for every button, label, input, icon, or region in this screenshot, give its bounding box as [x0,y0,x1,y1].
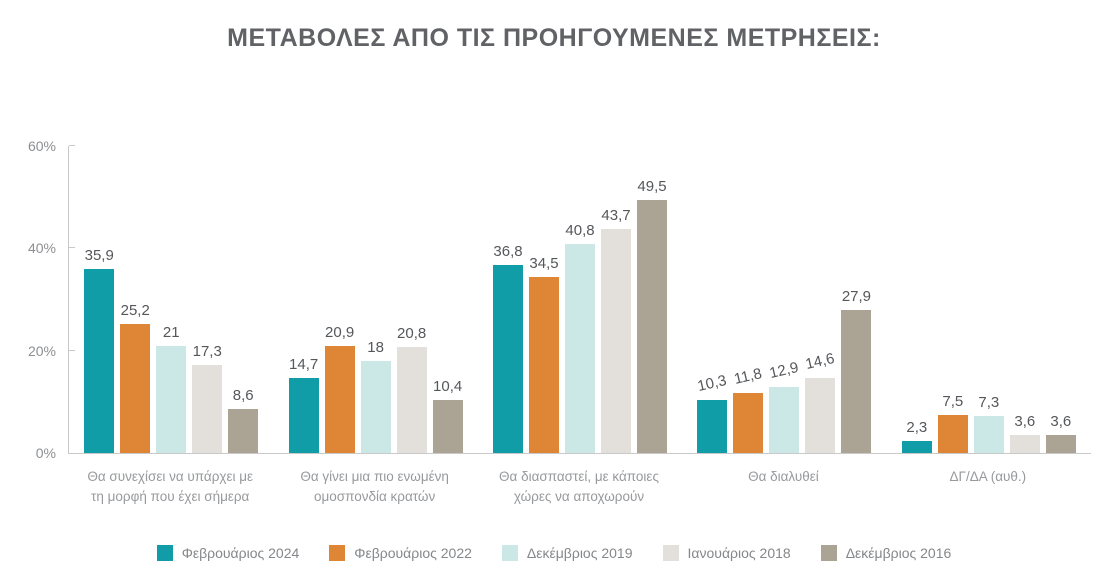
y-axis-tick [69,247,75,248]
bar-value-label: 7,5 [942,392,964,410]
legend-item [663,545,791,561]
bar-value-label: 3,6 [1050,412,1072,430]
y-axis-tick-label: 20% [27,342,56,359]
bar-group [887,146,1091,453]
bar-value-label: 14,7 [289,355,319,373]
legend-label: Φεβρουάριος 2024 [181,545,300,561]
bar-Δεκέμβριος-2016 [637,177,667,453]
legend-item [329,545,472,561]
bar-value-label: 10,3 [696,372,729,396]
legend-swatch [157,545,173,561]
bar-value-label: 43,7 [601,207,631,225]
bar-Δεκέμβριος-2016 [433,377,463,453]
bar-Δεκέμβριος-2019 [974,393,1004,453]
bar-Φεβρουάριος-2024 [289,355,319,453]
bar-Ιανουάριος-2018 [1010,412,1040,453]
bar-Φεβρουάριος-2022 [938,392,968,453]
chart-title: ΜΕΤΑΒΟΛΕΣ ΑΠΟ ΤΙΣ ΠΡΟΗΓΟΥΜΕΝΕΣ ΜΕΤΡΗΣΕΙΣ: [227,24,881,52]
legend-swatch [329,545,345,561]
bar-Φεβρουάριος-2024 [902,419,932,453]
category-label: Θα διαλυθεί [748,469,819,484]
y-axis-tick-label: 60% [27,138,56,154]
bar-Ιανουάριος-2018 [804,350,837,453]
bar-value-label: 12,9 [768,358,801,383]
bar-value-label: 25,2 [120,302,150,320]
bar-Φεβρουάριος-2022 [529,254,559,454]
y-axis-tick [69,350,75,351]
category-label: ΔΓ/ΔΑ (αυθ.) [949,469,1027,484]
legend [0,545,1108,561]
legend-item [157,545,300,561]
bar-Φεβρουάριος-2024 [84,247,114,453]
bar-Δεκέμβριος-2019 [768,358,801,453]
bar-value-label: 27,9 [841,288,872,306]
bar-Φεβρουάριος-2022 [732,364,765,453]
legend-label: Δεκέμβριος 2016 [845,545,952,561]
bar-value-label: 34,5 [529,254,559,272]
y-axis-tick-label: 0% [35,445,56,461]
y-axis-tick-label: 40% [27,240,56,257]
bar-group [682,146,886,453]
category-label: Θα γίνει μια πιο ενωμένη ομοσπονδία κρατών [300,469,449,505]
bar-value-label: 18 [367,338,384,356]
bar-Δεκέμβριος-2019 [156,323,186,453]
bar-value-label: 40,8 [565,222,595,240]
bar-value-label: 7,3 [978,393,1000,411]
bar-value-label: 49,5 [637,177,667,195]
bar-Φεβρουάριος-2024 [696,372,729,453]
category-label: Θα συνεχίσει να υπάρχει με τη μορφή που έχει σήμερα [87,469,254,505]
legend-item [821,545,952,561]
bar-group [273,146,477,453]
plot-area [68,146,1091,454]
bar-Ιανουάριος-2018 [192,342,222,454]
legend-swatch [663,545,679,561]
bar-value-label: 3,6 [1014,412,1036,430]
bar-value-label: 36,8 [493,242,523,260]
category-label: Θα διασπαστεί, με κάποιες χώρες να αποχωρούν [499,469,659,505]
bar-Ιανουάριος-2018 [601,207,631,453]
bar-value-label: 8,6 [232,387,254,404]
bar-value-label: 17,3 [192,342,222,360]
bar-value-label: 14,6 [804,350,837,374]
legend-swatch [821,545,837,561]
bar-value-label: 35,9 [84,247,114,265]
bar-Ιανουάριος-2018 [397,324,427,453]
bar-Φεβρουάριος-2022 [120,302,150,453]
legend-label: Ιανουάριος 2018 [687,545,791,561]
bar-group [478,146,682,453]
bar-value-label: 20,9 [325,324,355,342]
bar-Δεκέμβριος-2019 [565,222,595,453]
bar-Δεκέμβριος-2019 [361,338,391,453]
bar-Φεβρουάριος-2024 [493,242,523,453]
bar-Φεβρουάριος-2022 [325,324,355,453]
y-axis-labels [0,138,56,461]
legend-swatch [502,545,518,561]
bar-Δεκέμβριος-2016 [841,288,872,453]
x-axis-labels [68,467,1090,508]
legend-label: Δεκέμβριος 2019 [526,545,633,561]
bar-group [69,146,273,453]
y-axis-tick [69,145,75,146]
bar-value-label: 11,8 [732,364,765,388]
bar-value-label: 2,3 [906,419,928,437]
bar-Δεκέμβριος-2016 [1046,412,1076,453]
bar-value-label: 20,8 [397,324,427,342]
bar-Δεκέμβριος-2016 [228,387,258,453]
bar-value-label: 10,4 [433,377,463,395]
legend-label: Φεβρουάριος 2022 [354,545,472,561]
bar-value-label: 21 [162,323,180,341]
legend-item [502,545,633,561]
